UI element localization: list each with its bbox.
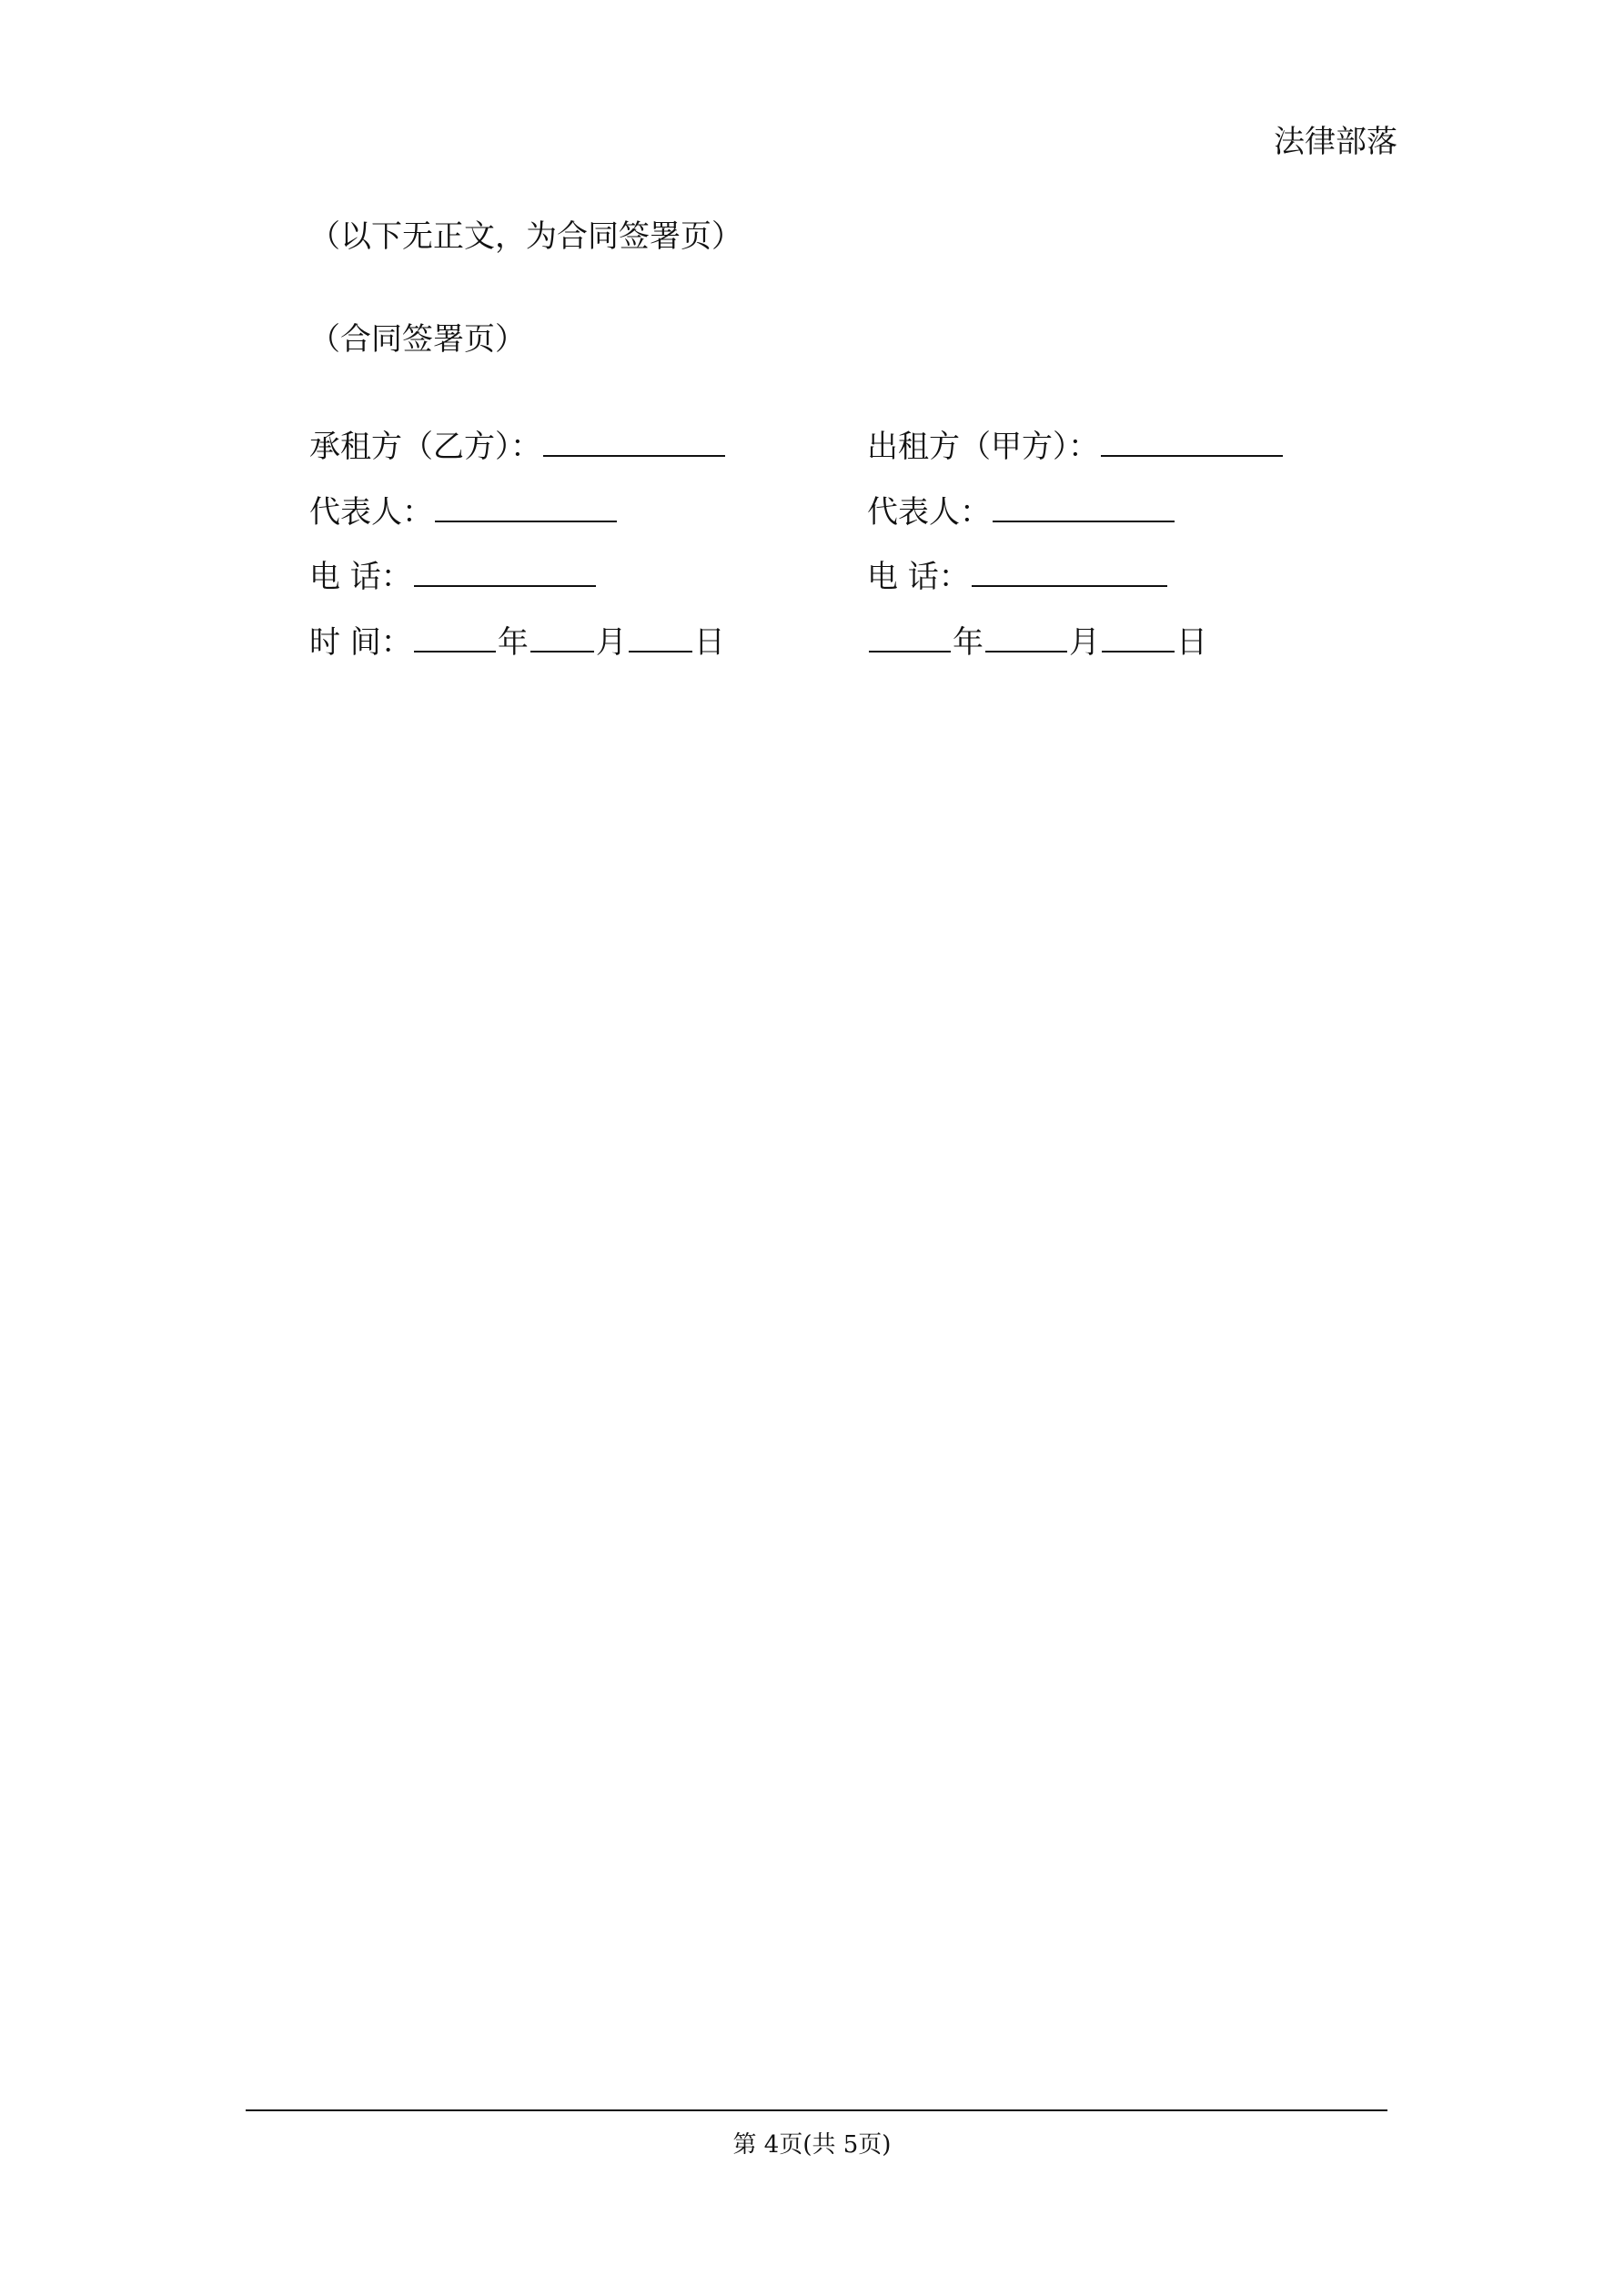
signature-page-title: （合同签署页）: [309, 321, 526, 358]
lessor-rep-row: [867, 487, 1176, 531]
lessee-day-label: 日: [693, 624, 725, 661]
lessor-party-row: [867, 421, 1285, 466]
footer-divider: [246, 2109, 1387, 2111]
lessor-date-row: [867, 617, 1207, 662]
lessee-rep-label: 代表人：: [309, 494, 433, 531]
lessor-year-blank: [869, 623, 951, 652]
lessee-rep-blank: [435, 493, 617, 522]
lessor-year-label: 年: [953, 624, 983, 661]
lessor-party-blank: [1101, 428, 1283, 457]
page-number: 第 4页(共 5页): [732, 2131, 892, 2159]
lessor-party-label: 出租方（甲方）：: [867, 429, 1099, 465]
lessor-day-label: 日: [1176, 624, 1207, 661]
lessee-time-label: 时 间：: [309, 624, 412, 661]
lessee-party-blank: [543, 428, 725, 457]
lessor-phone-row: [867, 551, 1169, 596]
no-text-note: （以下无正文，为合同签署页）: [309, 218, 742, 255]
lessee-month-blank: [530, 623, 594, 652]
lessor-month-label: 月: [1069, 624, 1100, 661]
lessor-phone-blank: [972, 558, 1167, 587]
lessee-phone-label: 电 话：: [309, 559, 412, 595]
lessor-phone-label: 电 话：: [867, 559, 970, 595]
lessee-rep-row: [309, 487, 619, 531]
lessee-date-row: [309, 617, 725, 662]
lessor-rep-label: 代表人：: [867, 494, 991, 531]
lessee-month-label: 月: [595, 624, 627, 661]
lessor-day-blank: [1102, 623, 1175, 652]
lessor-rep-blank: [993, 493, 1175, 522]
lessee-party-label: 承租方（乙方）：: [309, 429, 541, 465]
lessee-party-row: [309, 421, 727, 466]
lessee-year-blank: [414, 623, 496, 652]
header-brand: 法律部落: [1274, 124, 1397, 160]
lessee-phone-blank: [414, 558, 596, 587]
lessor-month-blank: [985, 623, 1067, 652]
lessee-phone-row: [309, 551, 598, 596]
lessee-day-blank: [629, 623, 692, 652]
lessee-year-label: 年: [497, 624, 529, 661]
